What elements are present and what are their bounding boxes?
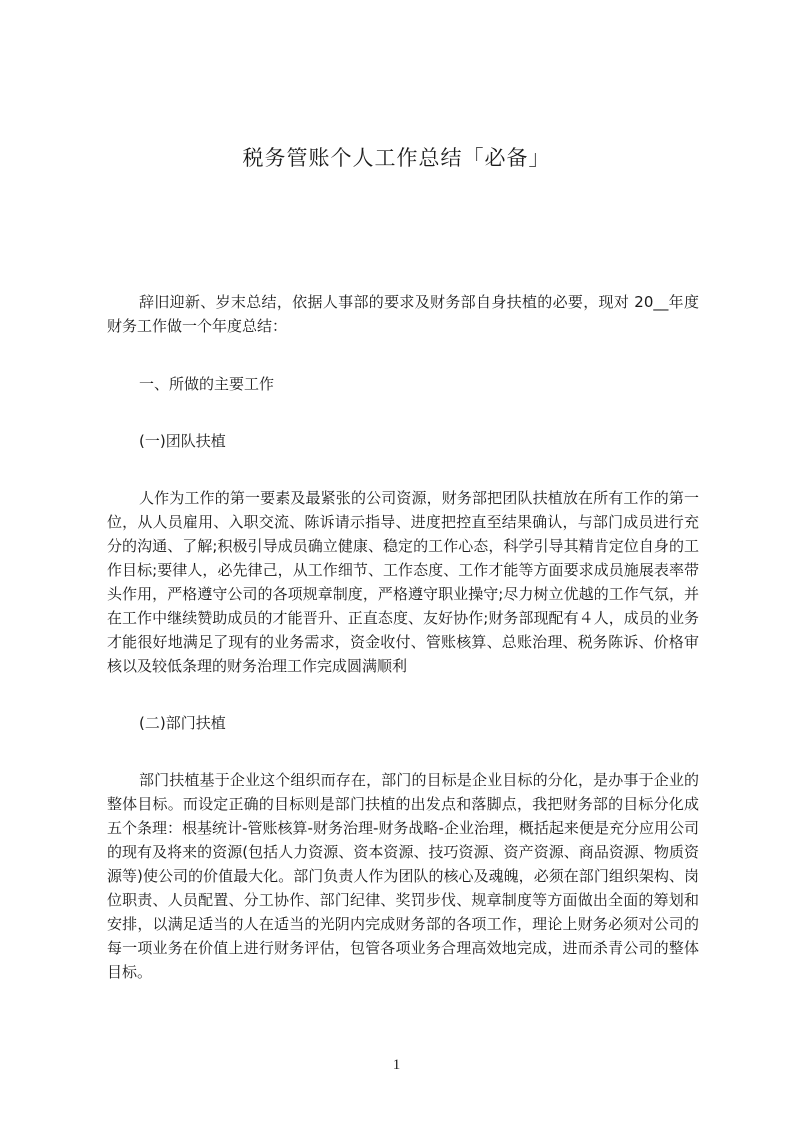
page-number: 1 <box>392 1057 401 1073</box>
document-body <box>107 290 699 984</box>
department-building-paragraph: 部门扶植基于企业这个组织而存在，部门的目标是企业目标的分化，是办事于企业的整体目标。而设定正确的目标则是部门扶植的出发点和落脚点，我把财务部的目标分化成五个条理：根基统计-管账核算-财务治理-财务战略-企业治理，概括起来便是充分应用公司的现有及将来的资源(包括人力资源、资本资源、技巧资源、资产资源、商品资源、物质资源等)使公司的价值最大化。部门负责人作为团队的核心及魂魄，必须在部门组织架构、岗位职责、人员配置、分工协作、部门纪律、奖罚步伐、规章制度等方面做出全面的筹划和安排，以满足适当的人在适当的光阴内完成财务部的各项工作，理论上财务必须对公司的每一项业务在价值上进行财务评估，包管各项业务合理高效地完成，进而杀青公司的整体目标。 <box>107 771 699 981</box>
section-heading-main-work: 一、所做的主要工作 <box>139 375 275 393</box>
document-title: 税务管账个人工作总结「必备」 <box>242 146 551 170</box>
intro-paragraph: 辞旧迎新、岁末总结，依据人事部的要求及财务部自身扶植的必要，现对 20__年度财务工作做一个年度总结： <box>107 293 699 335</box>
subsection-heading-team: (一)团队扶植 <box>139 432 226 450</box>
subsection-heading-department: (二)部门扶植 <box>139 714 226 732</box>
team-building-paragraph: 人作为工作的第一要素及最紧张的公司资源，财务部把团队扶植放在所有工作的第一位，从人员雇用、入职交流、陈诉请示指导、进度把控直至结果确认，与部门成员进行充分的沟通、了解;积极引导成员确立健康、稳定的工作心态，科学引导其精肯定位自身的工作目标;要律人，必先律己，从工作细节、工作态度、工作才能等方面要求成员施展表率带头作用，严格遵守公司的各项规章制度，严格遵守职业操守;尽力树立优越的工作气氛，并在工作中继续赞助成员的才能晋升、正直态度、友好协作;财务部现配有４人，成员的业务才能很好地满足了现有的业务需求，资金收付、管账核算、总账治理、税务陈诉、价格审核以及较低条理的财务治理工作完成圆满顺利 <box>107 489 699 675</box>
